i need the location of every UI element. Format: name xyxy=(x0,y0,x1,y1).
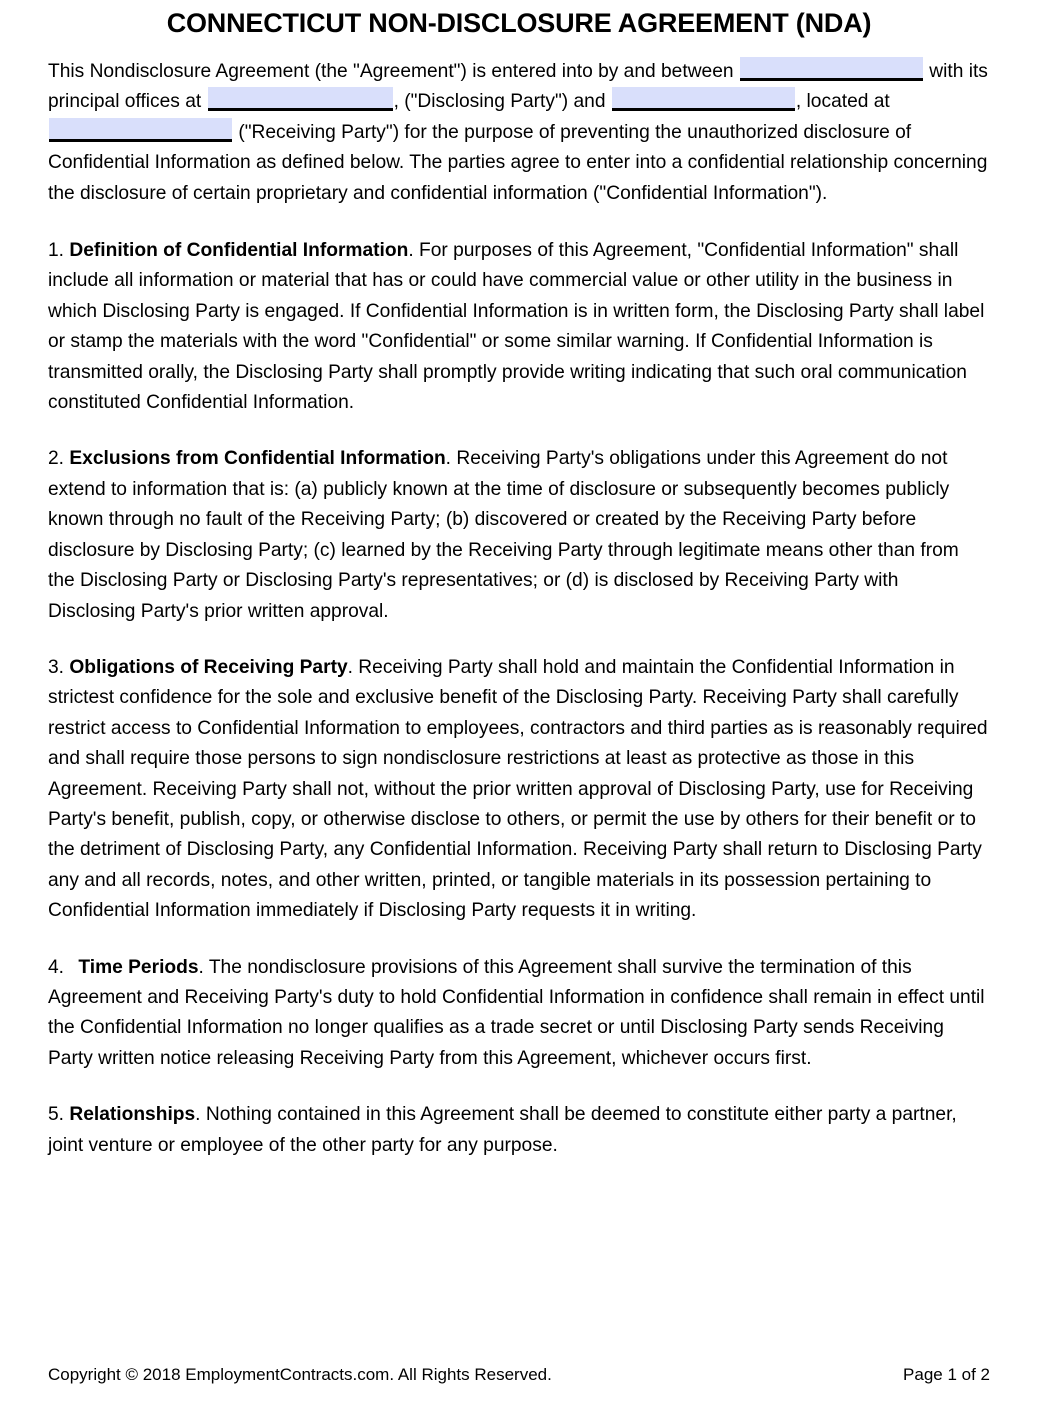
intro-text-located: , located at xyxy=(795,91,890,113)
section-2-number: 2. xyxy=(48,448,65,470)
page-number: Page 1 of 2 xyxy=(903,1365,990,1384)
section-3-body: . Receiving Party shall hold and maintain the Confidential Information in strictest confidence for the sole and exclusive benefit of the Disclosing Party. Receiving Party shall carefully restrict access to Confidential Information to employees, contractors and third parties as is reasonably required and shall require those persons to sign nondisclosure restrictions at least as protective as those in this Agreement. Receiving Party shall not, without the prior written approval of Disclosing Party, use for Receiving Party's benefit, publish, copy, or otherwise disclose to others, or permit the use by others for their benefit or to the detriment of Disclosing Party, any Confidential Information. Receiving Party shall return to Disclosing Party any and all records, notes, and other written, printed, or tangible materials in its possession pertaining to Confidential Information immediately if Disclosing Party requests it in writing. xyxy=(48,656,988,922)
receiving-party-address-field[interactable] xyxy=(49,118,232,142)
section-3-title: Obligations of Receiving Party xyxy=(69,656,348,678)
intro-text-disclosing: , ("Disclosing Party") and xyxy=(393,91,606,113)
disclosing-party-name-field[interactable] xyxy=(740,57,923,81)
section-2-body: . Receiving Party's obligations under this Agreement do not extend to information that is: (a) publicly known at the time of disclosure or subsequently becomes publicly known through no fault of the Receiving Party; (b) discovered or created by the Receiving Party before disclosure by Disclosing Party; (c) learned by the Receiving Party through legitimate means other than from the Disclosing Party or Disclosing Party's representatives; or (d) is disclosed by Receiving Party with Disclosing Party's prior written approval. xyxy=(48,448,959,622)
section-4-body: . The nondisclosure provisions of this Agreement shall survive the termination of this Agreement and Receiving Party's duty to hold Confidential Information in confidence shall remain in effect until the Confidential Information no longer qualifies as a trade secret or until Disclosing Party sends Receiving Party written notice releasing Receiving Party from this Agreement, whichever occurs first. xyxy=(48,956,985,1069)
intro-paragraph xyxy=(48,57,990,209)
section-1-title: Definition of Confidential Information xyxy=(69,240,409,262)
intro-text-offices: with its principal offices at xyxy=(48,61,988,113)
section-1-number: 1. xyxy=(48,240,65,262)
section-5-body: . Nothing contained in this Agreement shall be deemed to constitute either party a partner, joint venture or employee of the other party for any purpose. xyxy=(48,1104,957,1156)
section-1-body: . For purposes of this Agreement, "Confidential Information" shall include all information or material that has or could have commercial value or other utility in the business in which Disclosing Party is engaged. If Confidential Information is in written form, the Disclosing Party shall label or stamp the materials with the word "Confidential" or some similar warning. If Confidential Information is transmitted orally, the Disclosing Party shall promptly provide writing indicating that such oral communication constituted Confidential Information. xyxy=(48,240,985,414)
section-3-number: 3. xyxy=(48,656,65,678)
section-3 xyxy=(48,653,990,927)
disclosing-party-address-field[interactable] xyxy=(208,87,393,111)
section-2 xyxy=(48,444,990,626)
document-body xyxy=(48,57,990,1187)
copyright-notice: Copyright © 2018 EmploymentContracts.com. All Rights Reserved. xyxy=(48,1365,552,1384)
section-4 xyxy=(48,953,990,1075)
intro-text-rest: ("Receiving Party") for the purpose of preventing the unauthorized disclosure of Confidential Information as defined below. The parties agree to enter into a confidential relationship concerning the disclosure of certain proprietary and confidential information ("Confidential Information"). xyxy=(48,121,988,204)
section-5-number: 5. xyxy=(48,1104,65,1126)
section-2-title: Exclusions from Confidential Information xyxy=(69,448,446,470)
section-5 xyxy=(48,1100,990,1161)
section-1 xyxy=(48,236,990,418)
page-footer xyxy=(48,1364,990,1386)
receiving-party-name-field[interactable] xyxy=(612,87,795,111)
section-4-title: Time Periods xyxy=(78,956,199,978)
intro-text-line1: This Nondisclosure Agreement (the "Agreement") is entered into by and between xyxy=(48,61,734,82)
page-title: CONNECTICUT NON-DISCLOSURE AGREEMENT (NDA) xyxy=(166,8,872,38)
section-5-title: Relationships xyxy=(69,1104,196,1126)
section-4-number: 4. xyxy=(48,956,65,978)
